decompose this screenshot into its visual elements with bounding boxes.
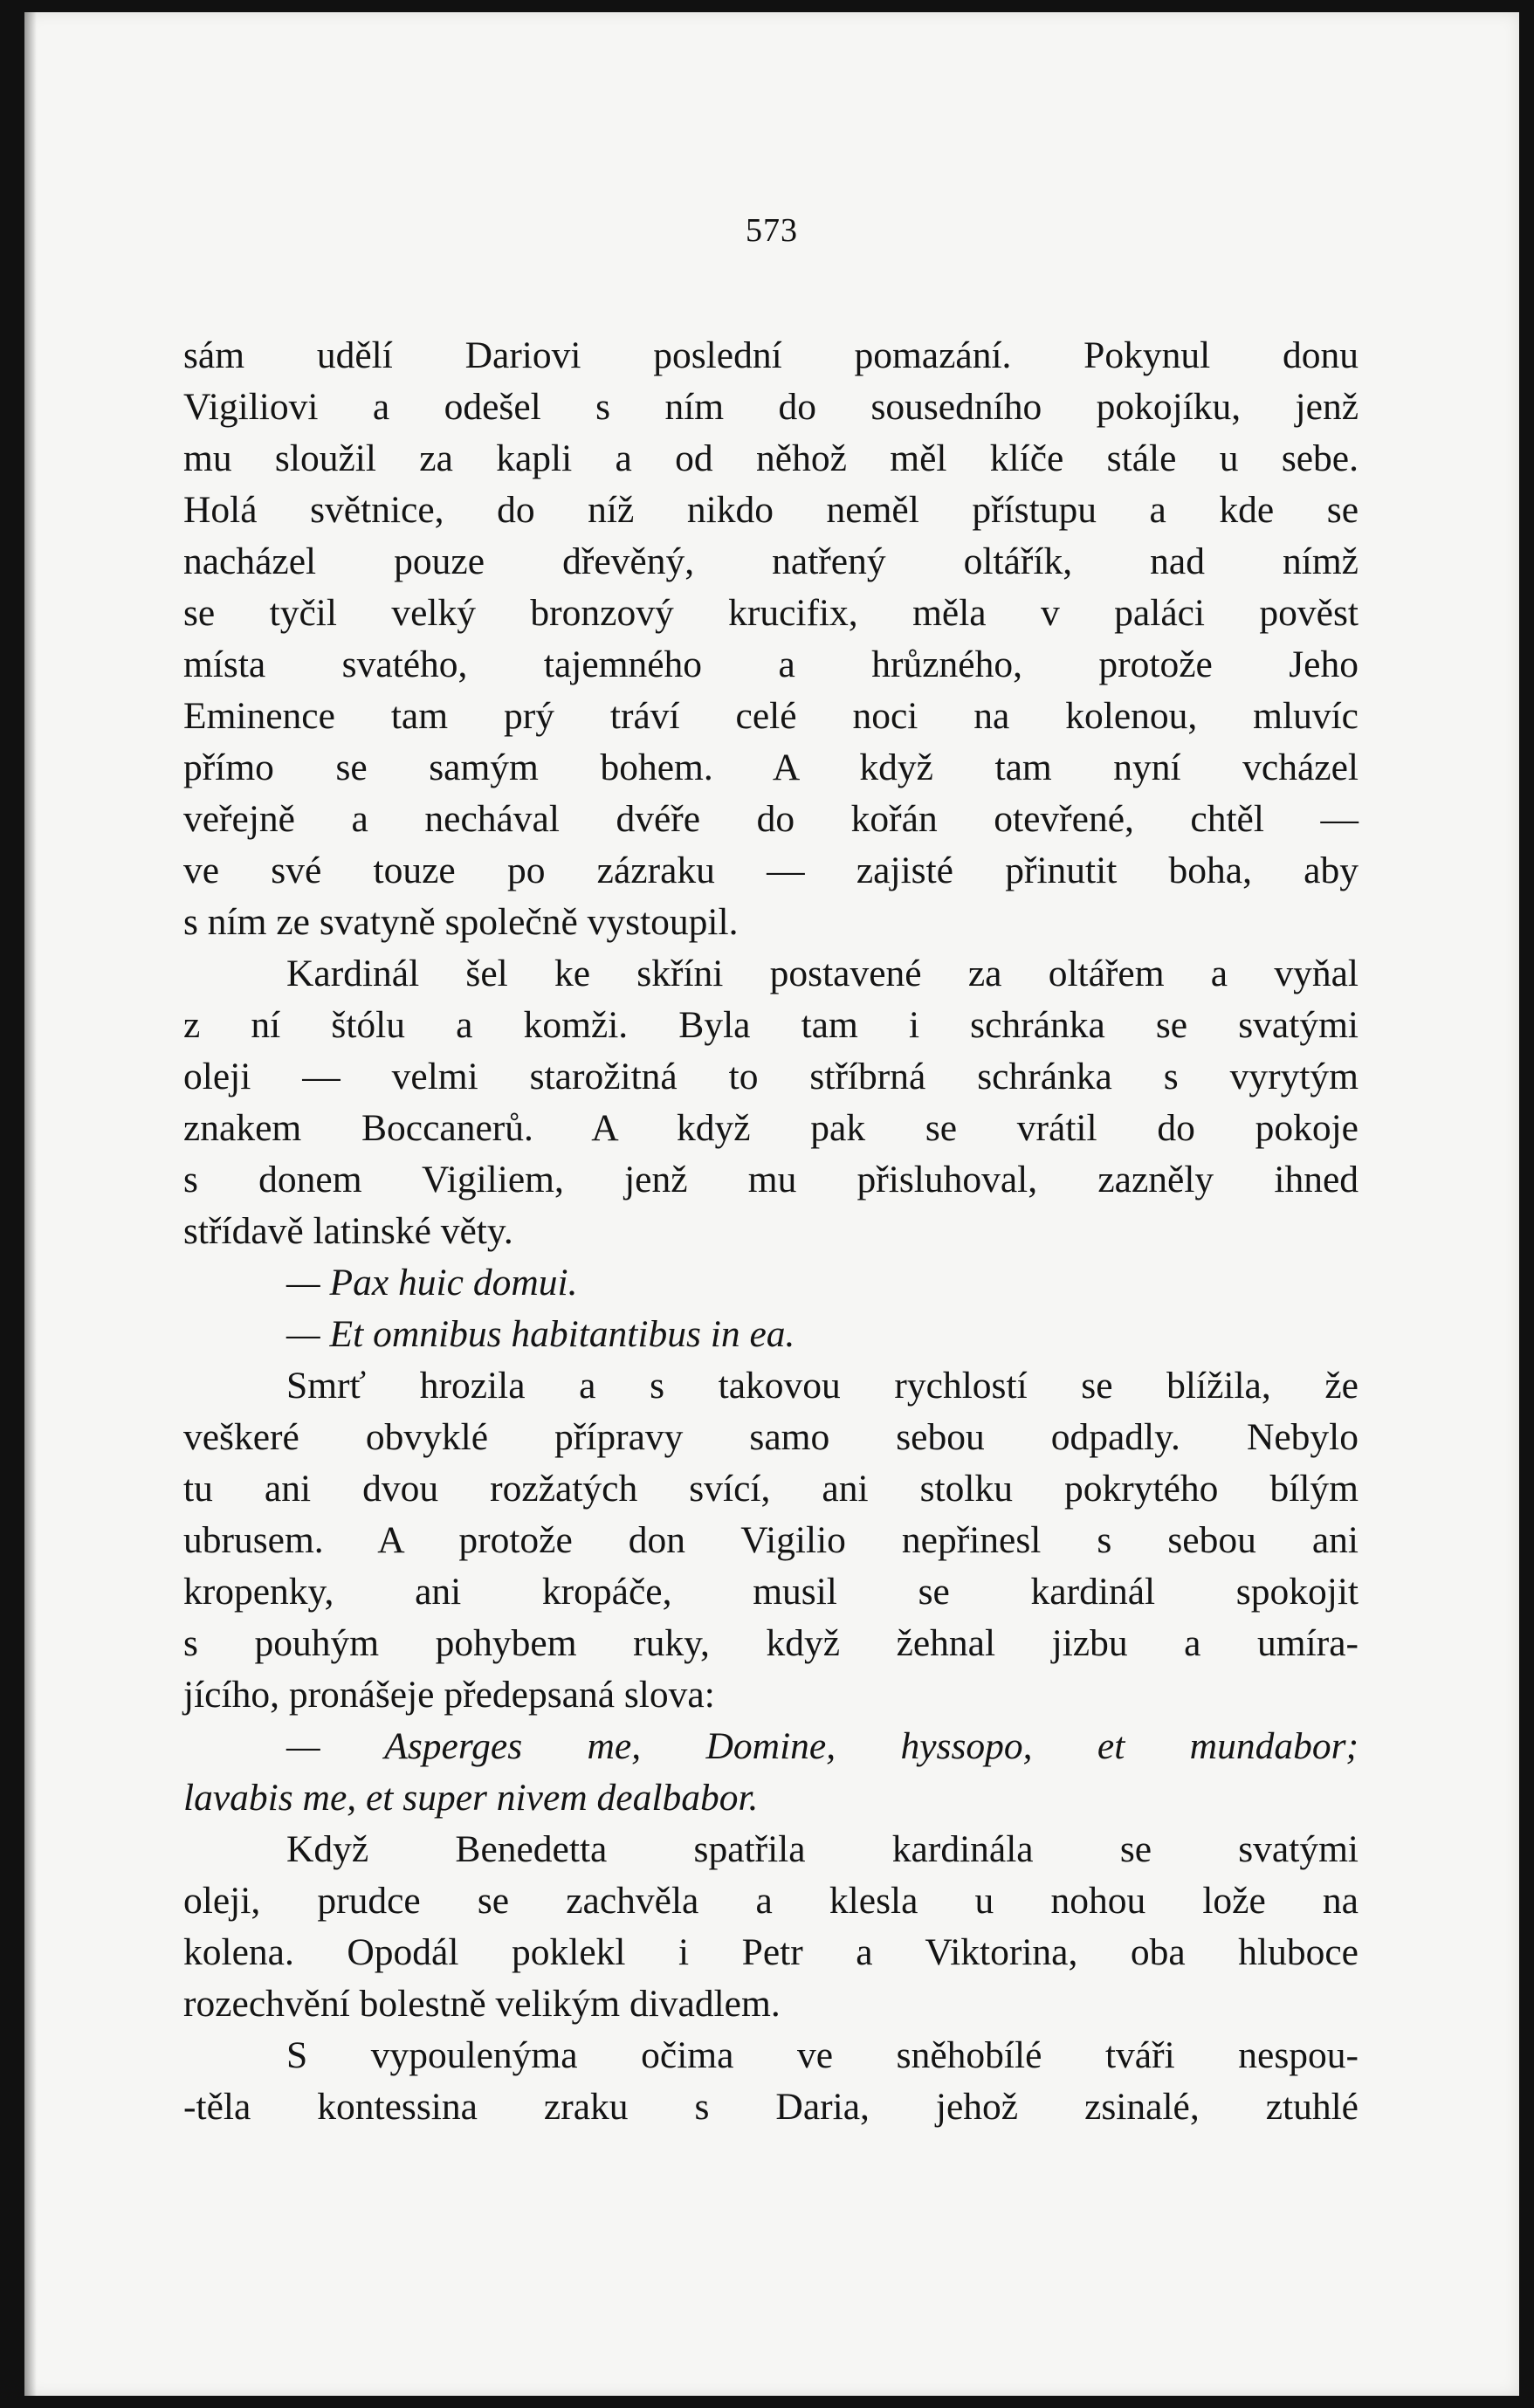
text-line: veškeré obvyklé přípravy samo sebou odpadly. Nebylo [183,1416,1359,1458]
text-line: ubrusem. A protože don Vigilio nepřinesl s sebou ani [183,1519,1359,1561]
text-line: ve své touze po zázraku — zajisté přinutit boha, aby [183,850,1359,891]
text-line: místa svatého, tajemného a hrůzného, protože Jeho [183,643,1359,685]
text-line: Kardinál šel ke skříni postavené za oltářem a vyňal [286,953,1359,994]
text-line: s donem Vigiliem, jenž mu přisluhoval, zazněly ihned [183,1159,1359,1201]
text-line: S vypoulenýma očima ve sněhobílé tváři nespou- [286,2034,1359,2076]
text-line: střídavě latinské věty. [183,1210,513,1252]
text-line: rozechvění bolestně velikým divadlem. [183,1983,781,2025]
text-line: -těla kontessina zraku s Daria, jehož zsinalé, ztuhlé [183,2086,1359,2128]
text-line: znakem Boccanerů. A když pak se vrátil do pokoje [183,1107,1359,1149]
text-line: Vigiliovi a odešel s ním do sousedního pokojíku, jenž [183,386,1359,428]
text-line: Eminence tam prý tráví celé noci na kolenou, mluvíc [183,695,1359,737]
text-line: z ní štólu a komži. Byla tam i schránka se svatými [183,1004,1359,1046]
text-line: jícího, pronášeje předepsaná slova: [183,1674,715,1716]
text-line: veřejně a nechával dvéře do kořán otevřené, chtěl — [183,798,1359,840]
page-number: 573 [746,212,798,249]
text-line: kropenky, ani kropáče, musil se kardinál spokojit [183,1571,1359,1613]
text-line: mu sloužil za kapli a od něhož měl klíče stále u sebe. [183,437,1359,479]
text-line: nacházel pouze dřevěný, natřený oltářík, nad nímž [183,540,1359,582]
text-line: oleji — velmi starožitná to stříbrná schránka s vyrytým [183,1056,1359,1097]
text-line: Když Benedetta spatřila kardinála se svatými [286,1828,1359,1870]
dialogue-line: — Asperges me, Domine, hyssopo, et mundabor; [286,1725,1359,1767]
text-line: tu ani dvou rozžatých svící, ani stolku pokrytého bílým [183,1468,1359,1510]
dialogue-line: lavabis me, et super nivem dealbabor. [183,1777,759,1819]
text-line: Smrť hrozila a s takovou rychlostí se blížila, že [286,1365,1359,1407]
dialogue-line: — Et omnibus habitantibus in ea. [286,1313,795,1355]
body-text [183,330,1359,2133]
text-line: s ním ze svatyně společně vystoupil. [183,901,739,943]
text-line: přímo se samým bohem. A když tam nyní vcházel [183,746,1359,788]
dialogue-line: — Pax huic domui. [286,1262,578,1304]
text-line: se tyčil velký bronzový krucifix, měla v paláci pověst [183,592,1359,634]
text-line: oleji, prudce se zachvěla a klesla u nohou lože na [183,1880,1359,1922]
text-line: s pouhým pohybem ruky, když žehnal jizbu a umíra- [183,1622,1359,1664]
text-line: sám udělí Dariovi poslední pomazání. Pokynul donu [183,334,1359,376]
text-line: Holá světnice, do níž nikdo neměl přístupu a kde se [183,489,1359,531]
text-line: kolena. Opodál poklekl i Petr a Viktorina, oba hluboce [183,1931,1359,1973]
book-page [24,12,1519,2396]
binding-shadow [24,12,37,2396]
